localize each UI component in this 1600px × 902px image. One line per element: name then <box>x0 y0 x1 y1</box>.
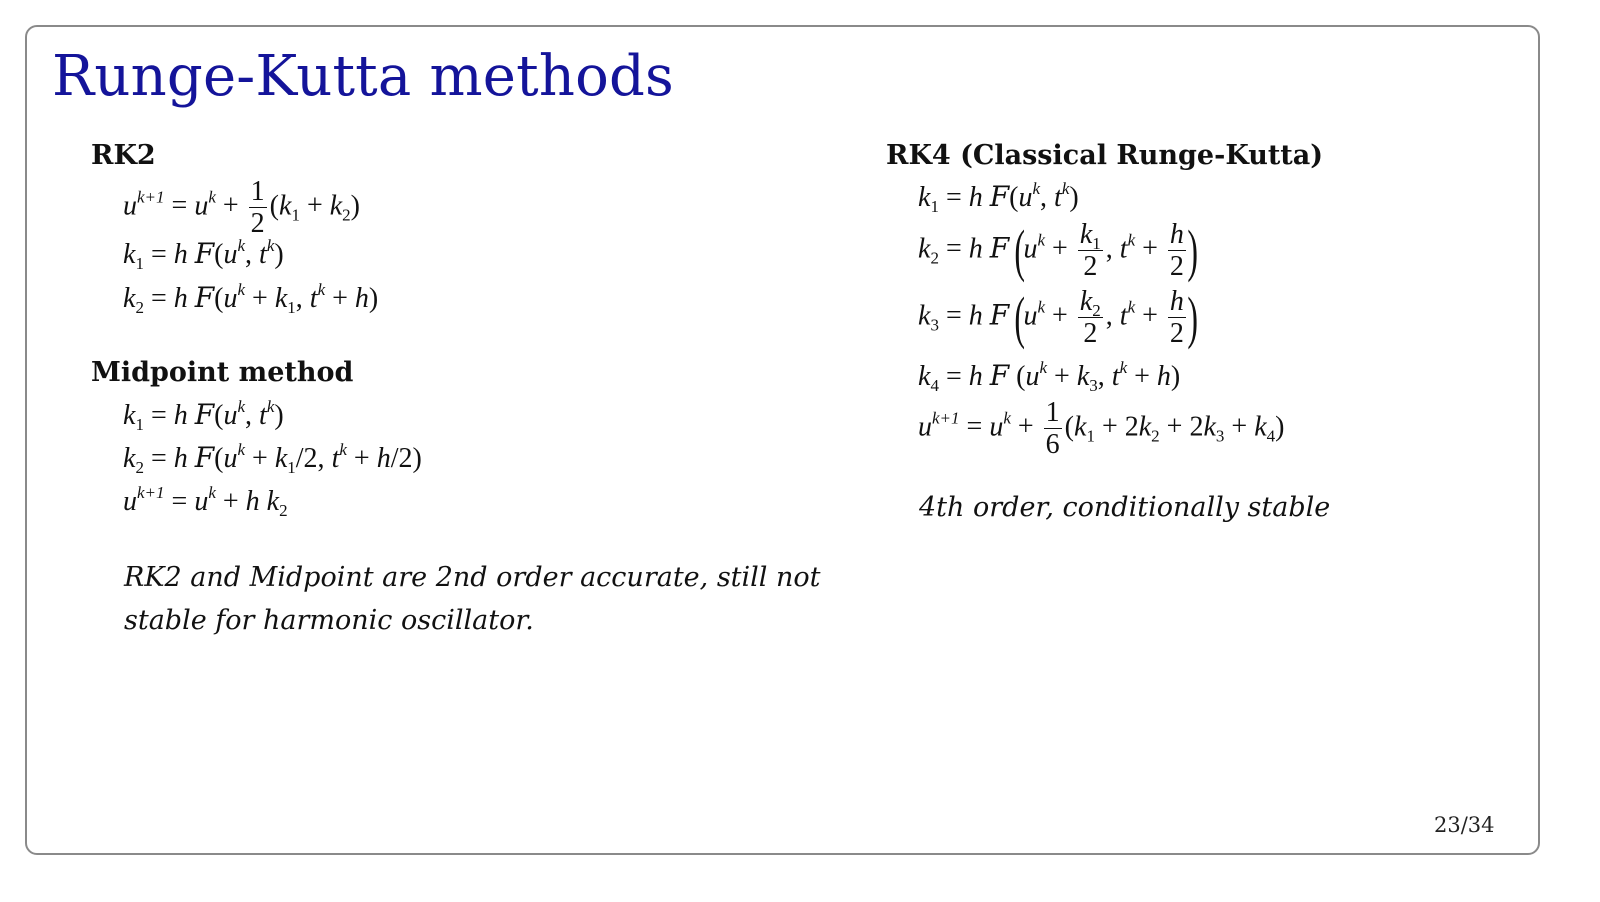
rk4-heading: RK4 (Classical Runge-Kutta) <box>886 140 1324 171</box>
midpoint-eq-update: $u^{k+1} = u^k + h$ $k_2$ <box>123 483 288 520</box>
midpoint-heading: Midpoint method <box>91 357 354 388</box>
rk2-eq-k1: $k_1 = h$ $F(u^k$, $t^k$) <box>123 236 284 273</box>
note-line-1: RK2 and Midpoint are 2nd order accurate, still not <box>124 562 821 593</box>
slide-title: Runge-Kutta methods <box>52 44 674 109</box>
rk4-note: 4th order, conditionally stable <box>919 492 1331 523</box>
rk4-eq-k2: $k_2 = h$ F ($u^k$ + $\frac{k_1}{2}$ , $t^k$ + $\frac{h}{2}$ ) <box>918 217 1198 283</box>
midpoint-eq-k2: $k_2 = h$ $F(u^k + k_1/2$, $t^k + h/2$) <box>123 440 422 477</box>
rk2-heading: RK2 <box>91 140 156 171</box>
rk4-eq-k3: $k_3 = h$ F ($u^k$ + $\frac{k_2}{2}$ , $t^k$ + $\frac{h}{2}$ ) <box>918 284 1198 350</box>
rk2-midpoint-note <box>124 556 821 642</box>
rk2-eq-k2: $k_2 = h$ $F(u^k + k_1$, $t^k + h$) <box>123 280 379 317</box>
rk4-eq-k1: $k_1 = h$ $F(u^k$, $t^k$) <box>918 179 1079 216</box>
rk2-eq-update: $u^{k+1} = u^k$ + $\frac{1}{2}$ $(k_1 + k_2)$ <box>123 176 360 240</box>
rk4-eq-update: $u^{k+1} = u^k$ + $\frac{1}{6}$ $(k_1 + 2k_2 + 2k_3 + k_4)$ <box>918 397 1285 461</box>
midpoint-eq-k1: $k_1 = h$ $F(u^k$, $t^k$) <box>123 397 284 434</box>
rk4-eq-k4: $k_4 = h$ F ($u^k + k_3$, $t^k + h$) <box>918 358 1181 395</box>
note-line-2: stable for harmonic oscillator. <box>124 605 534 636</box>
page-number: 23/34 <box>1434 813 1495 837</box>
